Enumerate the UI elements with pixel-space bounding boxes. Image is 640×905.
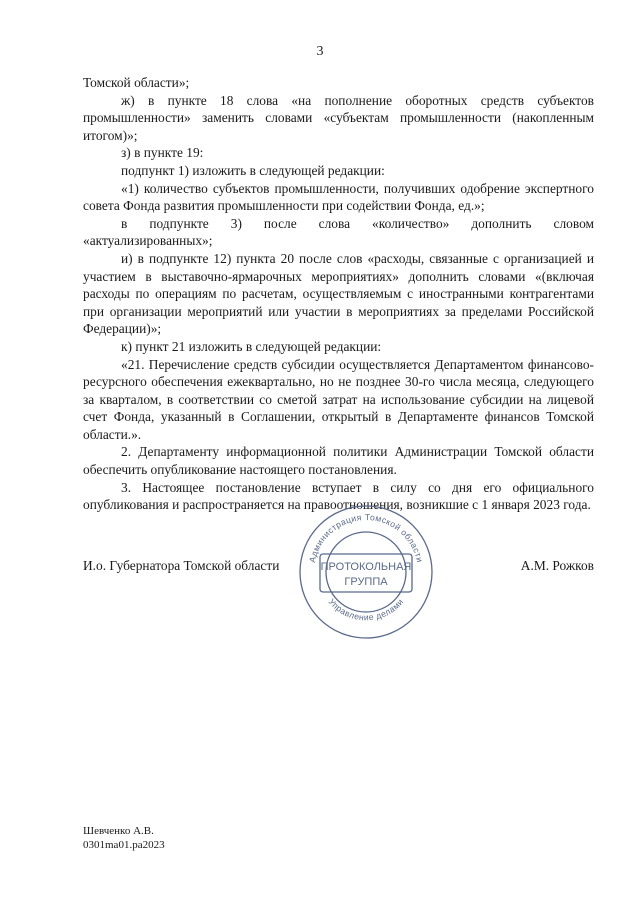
paragraph-point-3: 3. Настоящее постановление вступает в силу со дня его официального опубликования и распространяется на правоотношения, возникшие с 1 января 2023 года. [83, 479, 594, 513]
document-body [83, 74, 594, 514]
footer-author: Шевченко А.В. [83, 825, 154, 837]
stamp-outer-text: Администрация Томской области [306, 511, 426, 564]
svg-text:Администрация Томской области [307, 512, 425, 563]
paragraph-subitem-3: в подпункте 3) после слова «количество» дополнить словом «актуализированных»; [83, 215, 594, 249]
document-footer [83, 824, 165, 852]
paragraph-item-k: к) пункт 21 изложить в следующей редакции: [121, 338, 382, 354]
paragraph-item-z: з) в пункте 19: [121, 145, 204, 161]
paragraph-quote-21: «21. Перечисление средств субсидии осуществляется Департаментом финансово-ресурсного обеспечения ежеквартально, но не позднее 30-го числа месяца, следующего за кварталом, в соответствии со сметой затрат на использование субсидии на лицевой счет Фонда, указанный в Соглашении, открытый в Департаменте финансов Томской области.». [83, 356, 594, 442]
paragraph-subitem-1: подпункт 1) изложить в следующей редакции: [121, 162, 385, 178]
stamp-line-1: ПРОТОКОЛЬНАЯ [320, 561, 412, 573]
signatory-name: А.М. Рожков [520, 558, 594, 573]
paragraph-continuation: Томской области»; [83, 75, 190, 90]
stamp-bottom-text: Управление делами [326, 596, 406, 623]
footer-doc-code: 0301ma01.pa2023 [83, 839, 165, 851]
page-number: 3 [316, 44, 324, 59]
paragraph-item-zh: ж) в пункте 18 слова «на пополнение оборотных средств субъектов промышленности» заменить словами «субъектам промышленности (накопленным итогом)»; [83, 92, 594, 143]
stamp-line-2: ГРУППА [344, 576, 388, 588]
official-stamp [294, 500, 438, 644]
paragraph-point-2: 2. Департаменту информационной политики Администрации Томской области обеспечить опубликование настоящего постановления. [83, 444, 594, 478]
paragraph-item-i: и) в подпункте 12) пункта 20 после слов «расходы, связанные с организацией и участием в выставочно-ярмарочных мероприятиях» дополнить словами «(включая расходы по операциям по расчетам, осуществляемым с иностранными контрагентами при организации мероприятий или участии в мероприятиях за пределами Российской Федерации)»; [83, 250, 594, 337]
paragraph-quote-1: «1) количество субъектов промышленности, получивших одобрение экспертного совета Фонда развития промышленности при содействии Фонда, ед.»; [83, 180, 594, 214]
signatory-position: И.о. Губернатора Томской области [83, 558, 280, 573]
